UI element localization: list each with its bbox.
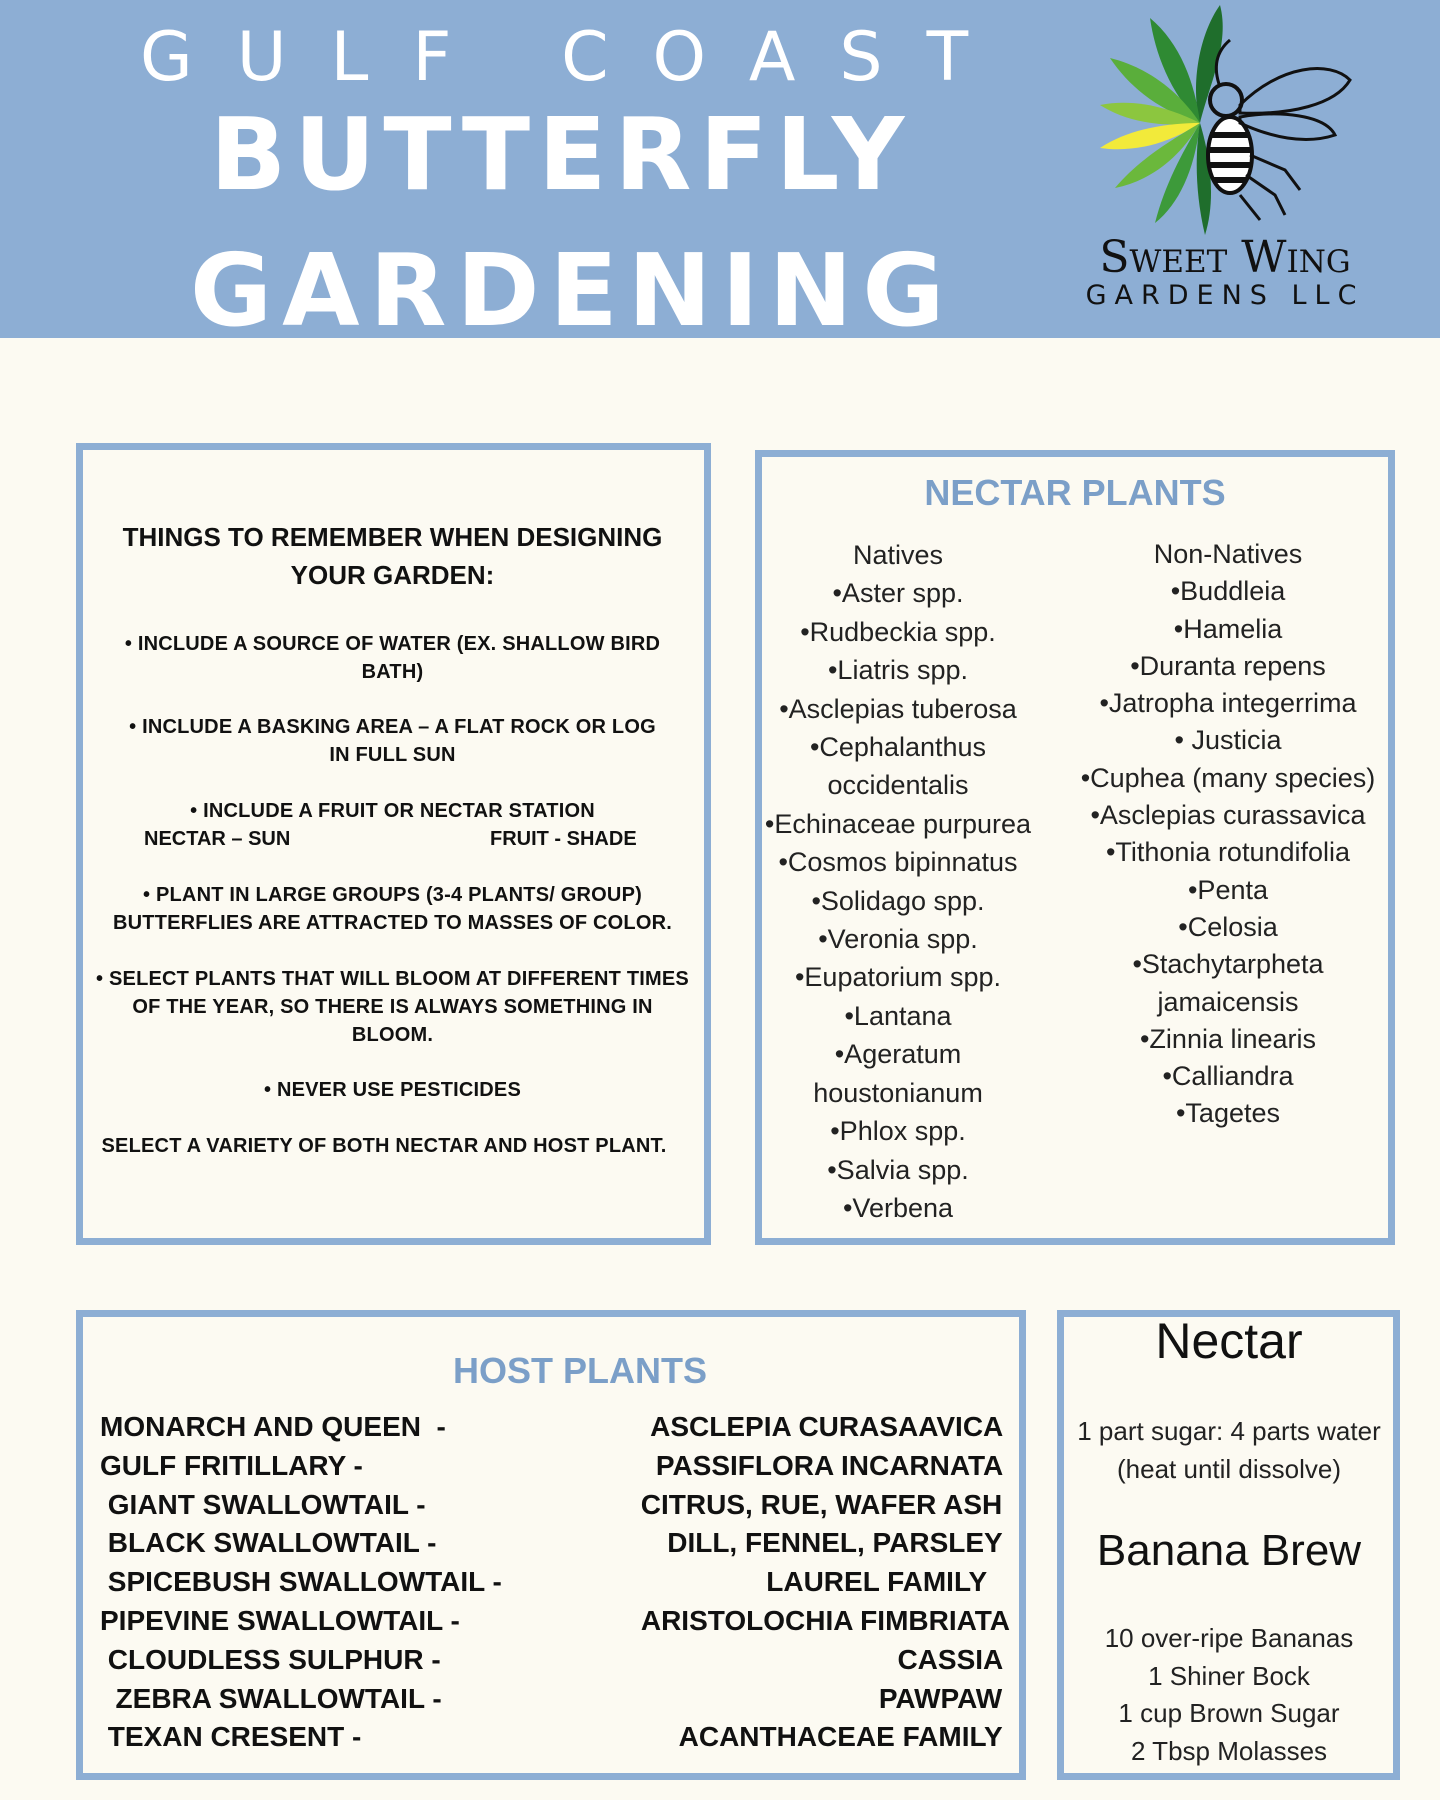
title-line-2: BUTTERFLY bbox=[210, 96, 913, 213]
host-plants-title: HOST PLANTS bbox=[452, 1350, 707, 1391]
logo-subtitle: GARDENS LLC bbox=[1085, 280, 1365, 311]
tip-station-nectar: NECTAR – SUN bbox=[144, 828, 291, 850]
tip-water: • INCLUDE A SOURCE OF WATER (EX. SHALLOW BIRD BATH) bbox=[124, 633, 661, 683]
tip-groups: • PLANT IN LARGE GROUPS (3-4 PLANTS/ GROUP) BUTTERFLIES ARE ATTRACTED TO MASSES OF COLOR. bbox=[113, 884, 672, 934]
non-native-plants-list: Non-Natives •Buddleia •Hamelia •Duranta repens •Jatropha integerrima • Justicia •Cuphea (many species) •Asclepias curassavica •Tithonia rotundifolia •Penta •Celosia •Stachytarpheta jamaicensis •Zinnia linearis •Calliandra •Tagetes bbox=[1080, 539, 1376, 1129]
nectar-plants-title: NECTAR PLANTS bbox=[924, 472, 1226, 513]
logo-name: Sweet Wing bbox=[1099, 232, 1351, 283]
title-line-3: GARDENING bbox=[190, 232, 955, 349]
tip-station-fruit: FRUIT - SHADE bbox=[490, 828, 637, 850]
title-line-1: GULF COAST bbox=[140, 18, 1013, 97]
host-butterflies-list: MONARCH AND QUEEN - GULF FRITILLARY - GIANT SWALLOWTAIL - BLACK SWALLOWTAIL - SPICEBUSH SWALLOWTAIL - PIPEVINE SWALLOWTAIL - CLOUDLESS SULPHUR - ZEBRA SWALLOWTAIL - TEXAN CRESENT - bbox=[100, 1411, 502, 1753]
flower-bee-logo-icon bbox=[1100, 5, 1360, 240]
tip-station: • INCLUDE A FRUIT OR NECTAR STATION bbox=[190, 800, 595, 822]
tip-variety: SELECT A VARIETY OF BOTH NECTAR AND HOST PLANT. bbox=[101, 1135, 667, 1157]
tip-bloom: • SELECT PLANTS THAT WILL BLOOM AT DIFFERENT TIMES OF THE YEAR, SO THERE IS ALWAYS SOMETHING IN BLOOM. bbox=[96, 968, 689, 1046]
native-plants-list: Natives •Aster spp. •Rudbeckia spp. •Liatris spp. •Asclepias tuberosa •Cephalanthus occidentalis •Echinaceae purpurea •Cosmos bipinnatus •Solidago spp. •Veronia spp. •Eupatorium spp. •Lantana •Ageratum houstonianum •Phlox spp. •Salvia spp. •Verbena bbox=[764, 540, 1032, 1223]
banana-brew-title: Banana Brew bbox=[1096, 1526, 1362, 1575]
banana-brew-ingredients: 10 over-ripe Bananas 1 Shiner Bock 1 cup Brown Sugar 2 Tbsp Molasses bbox=[1104, 1623, 1354, 1766]
tips-heading: THINGS TO REMEMBER WHEN DESIGNING YOUR GARDEN: bbox=[122, 522, 663, 590]
header-banner bbox=[0, 0, 1440, 349]
tip-basking: • INCLUDE A BASKING AREA – A FLAT ROCK OR LOG IN FULL SUN bbox=[129, 716, 656, 766]
host-plants-list: ASCLEPIA CURASAAVICA PASSIFLORA INCARNATA CITRUS, RUE, WAFER ASH DILL, FENNEL, PARSLEY LAUREL FAMILY ARISTOLOCHIA FIMBRIATA CASSIA PAWPAW ACANTHACEAE FAMILY bbox=[640, 1411, 1010, 1753]
tip-pesticides: • NEVER USE PESTICIDES bbox=[263, 1079, 522, 1101]
nectar-recipe-title: Nectar bbox=[1155, 1313, 1303, 1369]
nectar-recipe-text: 1 part sugar: 4 parts water (heat until dissolve) bbox=[1077, 1416, 1381, 1484]
